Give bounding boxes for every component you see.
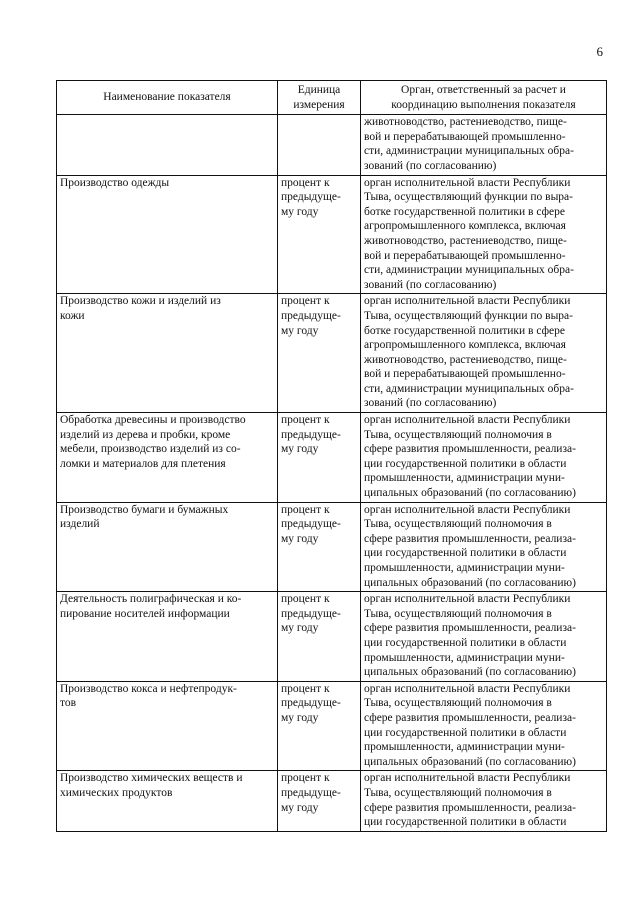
- header-responsible-body: Орган, ответственный за расчет и координацию выполнения показателя: [361, 81, 607, 115]
- unit-cell: процент к предыдуще- му году: [278, 413, 361, 503]
- indicator-name-cell: Деятельность полиграфическая и ко- пирование носителей информации: [57, 592, 278, 682]
- table-body: [57, 115, 607, 832]
- indicator-name-cell: Производство химических веществ и химических продуктов: [57, 771, 278, 831]
- table-row: [57, 771, 607, 831]
- table-row: [57, 175, 607, 294]
- unit-cell: процент к предыдуще- му году: [278, 771, 361, 831]
- unit-cell: процент к предыдуще- му году: [278, 502, 361, 592]
- responsible-cell: орган исполнительной власти Республики Тыва, осуществляющий полномочия в сфере развития промышленности, реализа- ции государственной политики в области: [361, 771, 607, 831]
- indicator-name-cell: Производство кокса и нефтепродук- тов: [57, 681, 278, 771]
- indicator-name-cell: Производство кожи и изделий из кожи: [57, 294, 278, 413]
- table-row: [57, 681, 607, 771]
- table-row: [57, 502, 607, 592]
- table-row: [57, 294, 607, 413]
- responsible-cell: орган исполнительной власти Республики Тыва, осуществляющий функции по выра- ботке государственной политики в сфере агропромышленного комплекса, включая животноводство, растениеводство, пище- вой и перерабатывающей промышленно- сти, администрации муниципальных обра- зований (по согласованию): [361, 175, 607, 294]
- indicator-name-cell: Обработка древесины и производство изделий из дерева и пробки, кроме мебели, производство изделий из со- ломки и материалов для плетения: [57, 413, 278, 503]
- responsible-cell: орган исполнительной власти Республики Тыва, осуществляющий полномочия в сфере развития промышленности, реализа- ции государственной политики в области промышленности, администрации муни- ципальных образований (по согласованию): [361, 681, 607, 771]
- indicator-name-cell: Производство бумаги и бумажных изделий: [57, 502, 278, 592]
- table-row: [57, 413, 607, 503]
- indicator-name-cell: [57, 115, 278, 175]
- responsible-cell: орган исполнительной власти Республики Тыва, осуществляющий полномочия в сфере развития промышленности, реализа- ции государственной политики в области промышленности, администрации муни- ципальных образований (по согласованию): [361, 413, 607, 503]
- responsible-cell: орган исполнительной власти Республики Тыва, осуществляющий полномочия в сфере развития промышленности, реализа- ции государственной политики в области промышленности, администрации муни- ципальных образований (по согласованию): [361, 592, 607, 682]
- unit-cell: процент к предыдуще- му году: [278, 592, 361, 682]
- unit-cell: процент к предыдуще- му году: [278, 294, 361, 413]
- table-row: [57, 592, 607, 682]
- responsible-cell: орган исполнительной власти Республики Тыва, осуществляющий полномочия в сфере развития промышленности, реализа- ции государственной политики в области промышленности, администрации муни- ципальных образований (по согласованию): [361, 502, 607, 592]
- responsible-cell: орган исполнительной власти Республики Тыва, осуществляющий функции по выра- ботке государственной политики в сфере агропромышленного комплекса, включая животноводство, растениеводство, пище- вой и перерабатывающей промышленно- сти, администрации муниципальных обра- зований (по согласованию): [361, 294, 607, 413]
- responsible-cell: животноводство, растениеводство, пище- вой и перерабатывающей промышленно- сти, администрации муниципальных обра- зований (по согласованию): [361, 115, 607, 175]
- unit-cell: процент к предыдуще- му году: [278, 681, 361, 771]
- unit-cell: [278, 115, 361, 175]
- table-row: [57, 115, 607, 175]
- page-number: 6: [596, 44, 603, 59]
- unit-cell: процент к предыдуще- му году: [278, 175, 361, 294]
- header-row: [57, 81, 607, 115]
- indicator-name-cell: Производство одежды: [57, 175, 278, 294]
- header-indicator-name: Наименование показателя: [57, 81, 278, 115]
- table-header: [57, 81, 607, 115]
- header-unit: Единица измерения: [278, 81, 361, 115]
- indicators-table: [56, 80, 607, 832]
